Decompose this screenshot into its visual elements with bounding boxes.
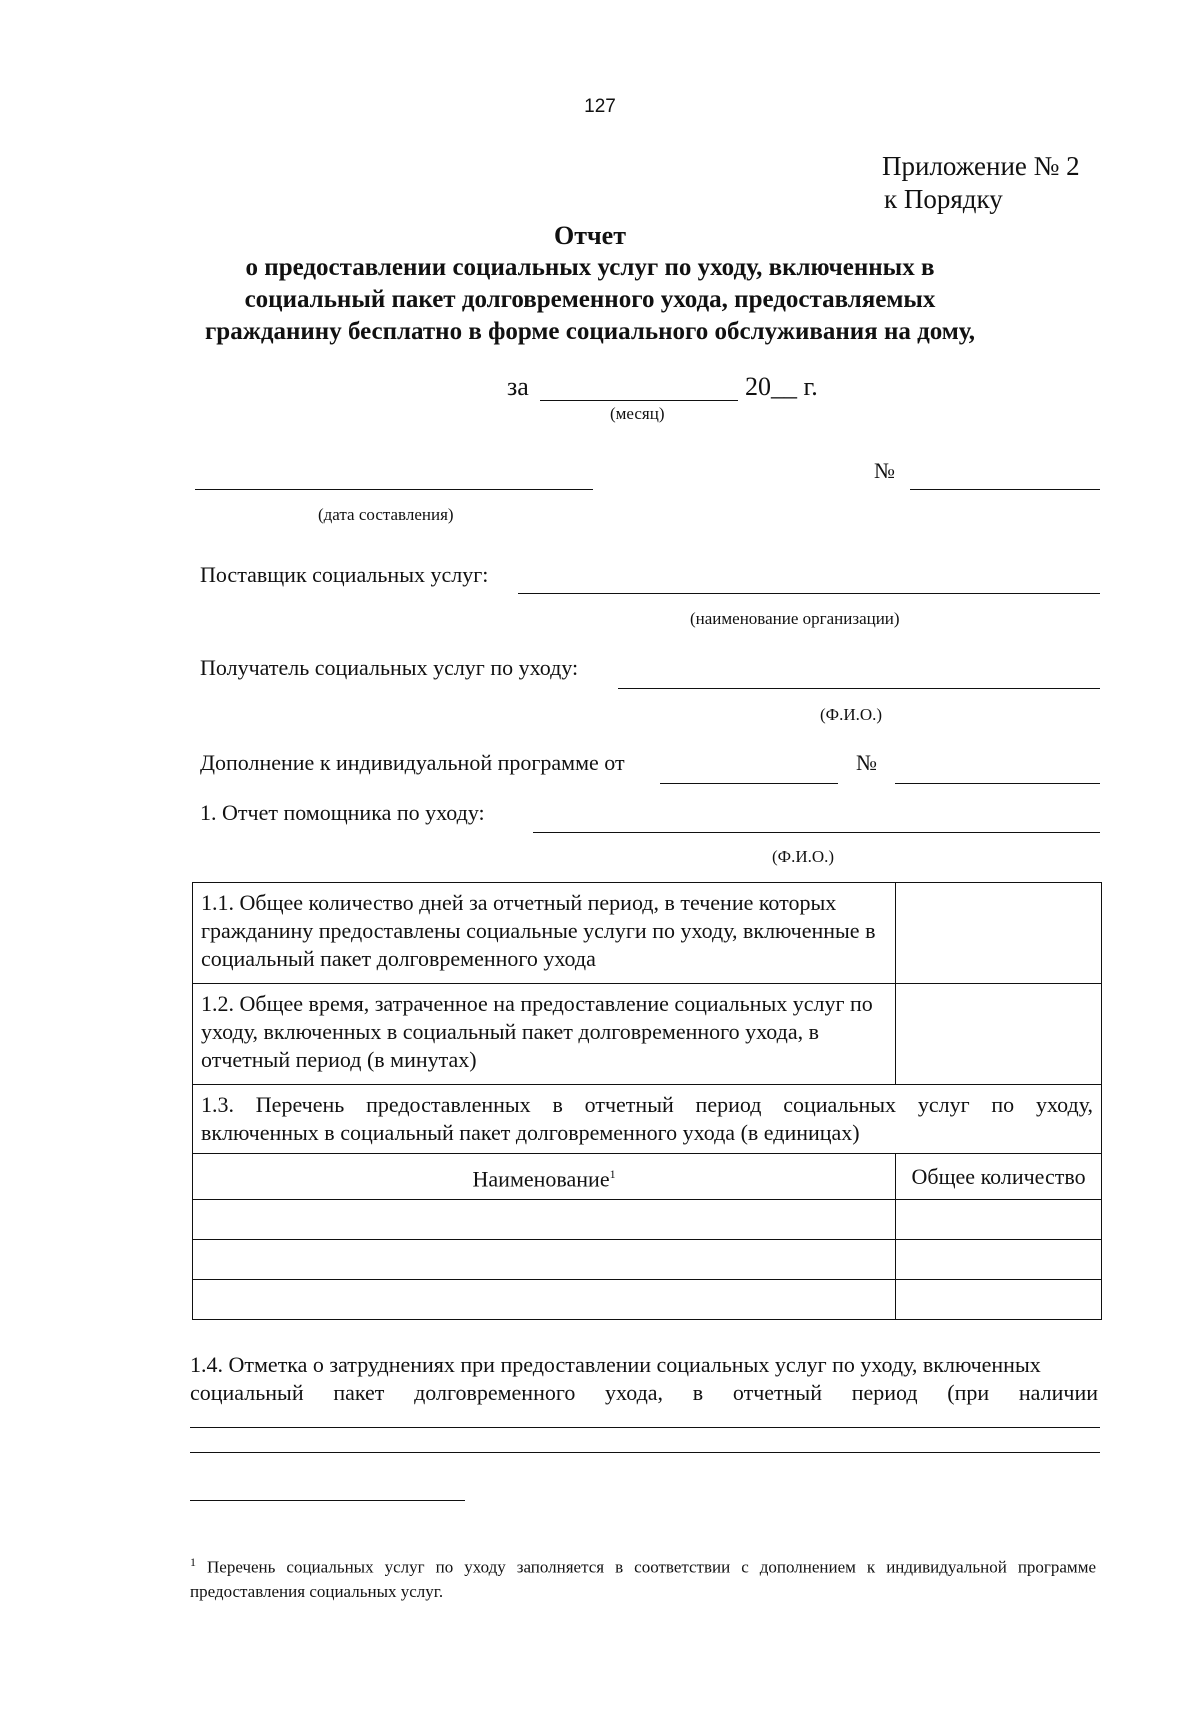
assistant-field[interactable] [533,832,1100,833]
service-name-cell[interactable] [193,1280,896,1320]
title-main: Отчет [554,221,626,250]
difficulties-word: в [692,1380,704,1405]
provider-label: Поставщик социальных услуг: [200,562,489,587]
service-name-cell[interactable] [193,1240,896,1280]
footnote-reference: 1 [609,1167,616,1181]
service-total-cell[interactable] [896,1280,1102,1320]
table-row [193,883,1102,984]
supplement-number-field[interactable] [895,783,1100,784]
date-caption: (дата составления) [318,505,454,524]
difficulties-word: ухода, [605,1380,664,1405]
service-total-cell[interactable] [896,1200,1102,1240]
page-number: 127 [584,96,616,117]
provider-caption: (наименование организации) [690,609,900,628]
row-1-2-value[interactable] [896,984,1102,1085]
difficulties-word: долговременного [414,1380,576,1405]
column-header-name-text: Наименование [472,1166,610,1192]
table-row [193,1200,1102,1240]
period-year: 20__ г. [745,372,818,401]
supplement-date-field[interactable] [660,783,838,784]
difficulties-note [190,1351,1098,1407]
assistant-caption: (Ф.И.О.) [772,847,835,866]
appendix-reference [882,150,1080,216]
title-line-2: социальный пакет долговременного ухода, предоставляемых [244,286,936,313]
period-prefix: за [507,372,529,401]
month-caption: (месяц) [610,404,665,423]
row-1-3-heading [193,1085,1102,1154]
title-line-1: о предоставлении социальных услуг по уходу, включенных в [245,254,935,281]
difficulties-word: период [851,1380,918,1405]
footnote-separator [190,1500,465,1501]
service-total-cell[interactable] [896,1240,1102,1280]
footnote-mark: 1 [190,1555,196,1569]
table-row [193,1280,1102,1320]
recipient-label: Получатель социальных услуг по уходу: [200,655,579,680]
appendix-line-1: Приложение № 2 [882,151,1080,181]
service-name-cell[interactable] [193,1200,896,1240]
document-title [150,220,1030,348]
recipient-caption: (Ф.И.О.) [820,705,883,724]
month-field[interactable] [540,400,738,401]
table-row [193,984,1102,1085]
difficulties-word: (при [947,1380,990,1405]
report-table [192,882,1102,1320]
difficulties-word: социальный [190,1380,304,1405]
title-line-3: гражданину бесплатно в форме социального обслуживания на дому, [204,318,976,345]
date-field[interactable] [195,489,593,490]
appendix-line-2: к Порядку [884,184,1003,214]
difficulties-field-line-1[interactable] [190,1427,1100,1428]
difficulties-line-1: 1.4. Отметка о затруднениях при предоставлении социальных услуг по уходу, включенных [190,1352,1041,1377]
supplement-number-sign: № [856,750,877,775]
table-header-row [193,1154,1102,1200]
difficulties-word: пакет [333,1380,385,1405]
difficulties-word: отчетный [732,1380,822,1405]
footnote [190,1550,1096,1604]
recipient-field[interactable] [618,688,1100,689]
table-row [193,1240,1102,1280]
supplement-label: Дополнение к индивидуальной программе от [200,750,625,775]
difficulties-field-line-2[interactable] [190,1452,1100,1453]
assistant-label: 1. Отчет помощника по уходу: [200,800,485,825]
footnote-text: Перечень социальных услуг по уходу заполняется в соответствии с дополнением к индивидуальной программе предоставления социальных услуг. [190,1557,1096,1601]
row-1-3-line-1: 1.3. Перечень предоставленных в отчетный период социальных услуг по уходу, [201,1092,1093,1117]
difficulties-line-2 [190,1379,1098,1407]
row-1-1-value[interactable] [896,883,1102,984]
provider-field[interactable] [518,593,1100,594]
difficulties-word: наличии [1018,1380,1098,1405]
row-1-3-line-2: включенных в социальный пакет долговременного ухода (в единицах) [201,1120,860,1145]
table-row [193,1085,1102,1154]
column-header-total: Общее количество [896,1154,1102,1200]
column-header-name [193,1154,896,1200]
row-1-2-label: 1.2. Общее время, затраченное на предоставление социальных услуг по уходу, включенных в социальный пакет долговременного ухода, в отчетный период (в минутах) [193,984,896,1085]
report-number-sign: № [874,458,895,483]
row-1-1-label: 1.1. Общее количество дней за отчетный период, в течение которых гражданину предоставлены социальные услуги по уходу, включенные в социальный пакет долговременного ухода [193,883,896,984]
report-number-field[interactable] [910,489,1100,490]
